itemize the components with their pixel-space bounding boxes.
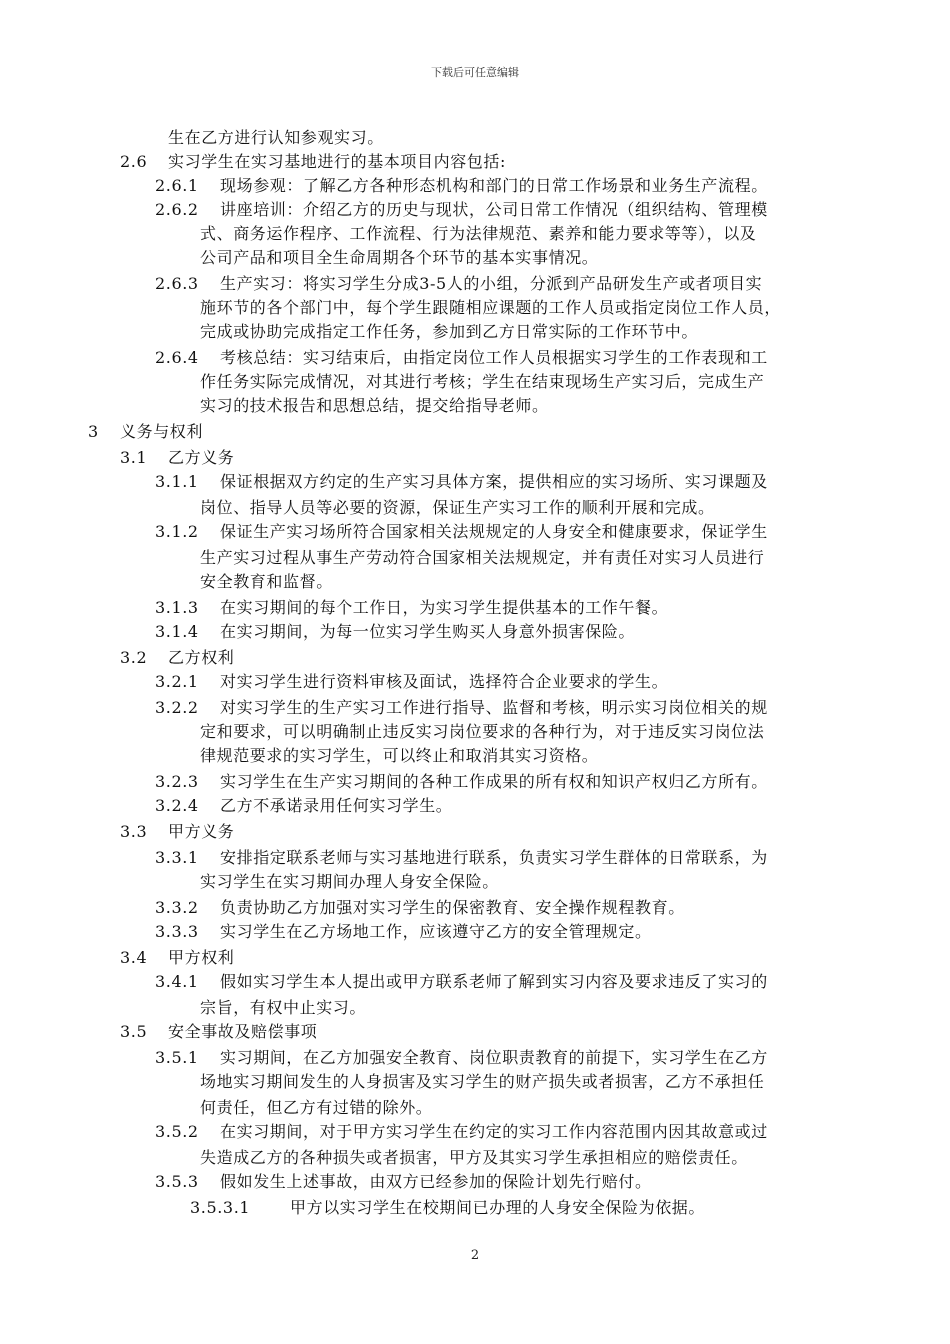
clause-heading-text: 保证根据双方约定的生产实习具体方案，提供相应的实习场所、实习课题及 [220,472,768,491]
clause-heading-text: 在实习期间的每个工作日，为实习学生提供基本的工作午餐。 [220,598,669,617]
clause-continuation-text: 作任务实际完成情况，对其进行考核；学生在结束现场生产实习后，完成生产 [200,372,765,391]
clause-heading-text: 乙方权利 [168,648,235,667]
clause-continuation-text: 安全教育和监督。 [200,572,333,591]
section-number: 3.5.1 [155,1048,199,1067]
section-number: 3.2.2 [155,698,199,717]
section-number: 3.1.1 [155,472,199,491]
section-number: 3.2.4 [155,796,199,815]
section-number: 3.4 [120,948,148,967]
clause-continuation-text: 生在乙方进行认知参观实习。 [168,128,384,147]
clause-continuation-text: 实习的技术报告和思想总结，提交给指导老师。 [200,396,549,415]
page-number: 2 [470,1248,480,1263]
section-number: 3.1.2 [155,522,199,541]
clause-continuation-text: 式、商务运作程序、工作流程、行为法律规范、素养和能力要求等等），以及 [200,224,757,243]
clause-heading-text: 讲座培训：介绍乙方的历史与现状，公司日常工作情况（组织结构、管理模 [220,200,768,219]
section-number: 3.2.3 [155,772,199,791]
clause-continuation-text: 公司产品和项目全生命周期各个环节的基本实事情况。 [200,248,599,267]
section-number: 3.2 [120,648,148,667]
section-number: 3.5.2 [155,1122,199,1141]
clause-continuation-text: 场地实习期间发生的人身损害及实习学生的财产损失或者损害，乙方不承担任 [200,1072,765,1091]
clause-continuation-text: 岗位、指导人员等必要的资源，保证生产实习工作的顺利开展和完成。 [200,498,715,517]
clause-heading-text: 甲方以实习学生在校期间已办理的人身安全保险为依据。 [290,1198,706,1217]
clause-heading-text: 在实习期间，为每一位实习学生购买人身意外损害保险。 [220,622,636,641]
clause-heading-text: 安全事故及赔偿事项 [168,1022,318,1041]
clause-heading-text: 实习学生在实习基地进行的基本项目内容包括: [168,152,506,171]
clause-heading-text: 甲方权利 [168,948,235,967]
clause-heading-text: 假如发生上述事故，由双方已经参加的保险计划先行赔付。 [220,1172,652,1191]
clause-heading-text: 安排指定联系老师与实习基地进行联系，负责实习学生群体的日常联系，为 [220,848,768,867]
section-number: 3.1.4 [155,622,199,641]
section-number: 2.6.1 [155,176,199,195]
section-number: 3.1.3 [155,598,199,617]
section-number: 3.4.1 [155,972,199,991]
clause-continuation-text: 完成或协助完成指定工作任务，参加到乙方日常实际的工作环节中。 [200,322,699,341]
clause-heading-text: 考核总结：实习结束后，由指定岗位工作人员根据实习学生的工作表现和工 [220,348,768,367]
clause-continuation-text: 宗旨，有权中止实习。 [200,998,367,1017]
section-number: 3.5.3 [155,1172,199,1191]
clause-heading-text: 甲方义务 [168,822,235,841]
clause-continuation-text: 何责任，但乙方有过错的除外。 [200,1098,433,1117]
clause-heading-text: 乙方不承诺录用任何实习学生。 [220,796,453,815]
section-number: 2.6.2 [155,200,199,219]
section-number: 3.3.1 [155,848,199,867]
clause-heading-text: 保证生产实习场所符合国家相关法规规定的人身安全和健康要求，保证学生 [220,522,768,541]
clause-heading-text: 实习学生在生产实习期间的各种工作成果的所有权和知识产权归乙方所有。 [220,772,768,791]
clause-heading-text: 义务与权利 [120,422,204,441]
clause-heading-text: 现场参观：了解乙方各种形态机构和部门的日常工作场景和业务生产流程。 [220,176,768,195]
section-number: 2.6.4 [155,348,199,367]
section-number: 3.3 [120,822,148,841]
clause-continuation-text: 施环节的各个部门中，每个学生跟随相应课题的工作人员或指定岗位工作人员， [200,298,782,317]
section-number: 3 [88,422,99,441]
section-number: 3.1 [120,448,148,467]
section-number: 2.6.3 [155,274,199,293]
clause-heading-text: 生产实习：将实习学生分成3-5人的小组，分派到产品研发生产或者项目实 [220,274,763,293]
clause-continuation-text: 定和要求，可以明确制止违反实习岗位要求的各种行为，对于违反实习岗位法 [200,722,765,741]
clause-heading-text: 负责协助乙方加强对实习学生的保密教育、安全操作规程教育。 [220,898,685,917]
section-number: 3.5.3.1 [190,1198,251,1217]
page-header: 下载后可任意编辑 [431,66,519,79]
section-number: 3.2.1 [155,672,199,691]
section-number: 3.3.2 [155,898,199,917]
clause-continuation-text: 失造成乙方的各种损失或者损害，甲方及其实习学生承担相应的赔偿责任。 [200,1148,748,1167]
clause-heading-text: 对实习学生的生产实习工作进行指导、监督和考核，明示实习岗位相关的规 [220,698,768,717]
clause-heading-text: 乙方义务 [168,448,235,467]
clause-continuation-text: 律规范要求的实习学生，可以终止和取消其实习资格。 [200,746,599,765]
section-number: 3.3.3 [155,922,199,941]
clause-heading-text: 在实习期间，对于甲方实习学生在约定的实习工作内容范围内因其故意或过 [220,1122,768,1141]
clause-continuation-text: 实习学生在实习期间办理人身安全保险。 [200,872,499,891]
clause-heading-text: 对实习学生进行资料审核及面试，选择符合企业要求的学生。 [220,672,669,691]
clause-continuation-text: 生产实习过程从事生产劳动符合国家相关法规规定，并有责任对实习人员进行 [200,548,765,567]
section-number: 2.6 [120,152,148,171]
section-number: 3.5 [120,1022,148,1041]
clause-heading-text: 实习期间，在乙方加强安全教育、岗位职责教育的前提下，实习学生在乙方 [220,1048,768,1067]
clause-heading-text: 实习学生在乙方场地工作，应该遵守乙方的安全管理规定。 [220,922,652,941]
clause-heading-text: 假如实习学生本人提出或甲方联系老师了解到实习内容及要求违反了实习的 [220,972,768,991]
